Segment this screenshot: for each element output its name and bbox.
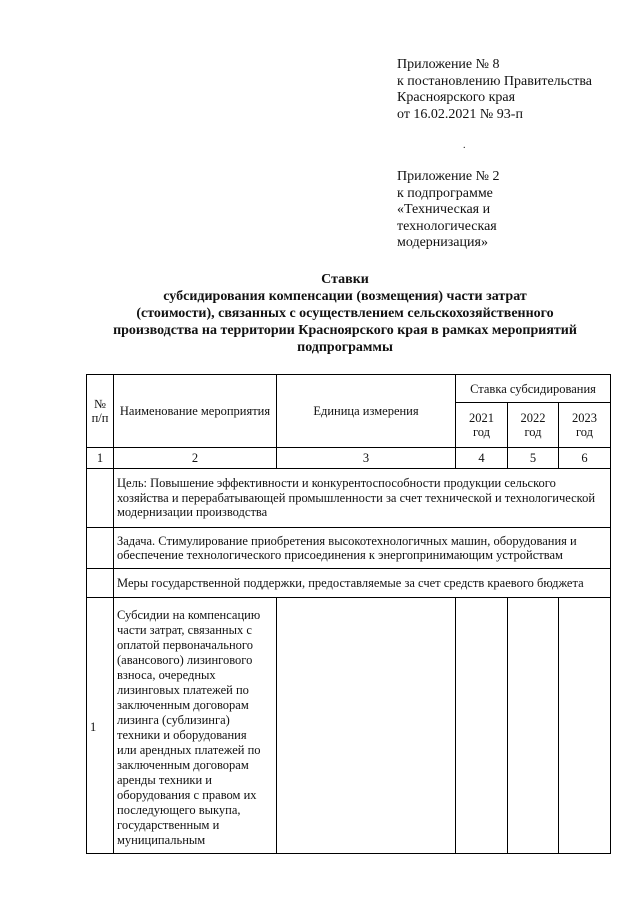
appendix-8-line: к постановлению Правительства	[397, 73, 593, 89]
item-unit-cell	[277, 598, 456, 854]
item-name	[114, 598, 277, 854]
title-line: подпрограммы	[297, 340, 393, 355]
item-num: 1	[87, 598, 114, 854]
task-text: Задача. Стимулирование приобретения высокотехнологичных машин, оборудования и обеспечение технологического присоединения к энергопринимающим устройствам	[114, 528, 611, 569]
title-line: субсидирования компенсации (возмещения) части затрат	[163, 289, 527, 304]
item-name-line: последующего выкупа,	[117, 802, 241, 817]
header-name: Наименование мероприятия	[114, 375, 277, 448]
document-title	[90, 271, 600, 356]
task-row	[87, 528, 611, 569]
item-name-line: лизинга (сублизинга)	[117, 712, 230, 727]
col-number: 3	[277, 448, 456, 469]
item-name-line: техники и оборудования	[117, 727, 247, 742]
item-rate-2023-cell	[559, 598, 611, 854]
appendix-2-line: модернизация»	[397, 235, 488, 250]
item-name-line: заключенным договорам	[117, 757, 249, 772]
appendix-2-line: «Техническая и	[397, 202, 491, 217]
item-name-line: Субсидии на компенсацию	[117, 607, 261, 622]
item-rate-2022-cell	[508, 598, 559, 854]
measures-row	[87, 569, 611, 598]
item-name-line: взноса, очередных	[117, 667, 216, 682]
table-header-row	[87, 375, 611, 403]
item-name-line: (авансового) лизингового	[117, 652, 253, 667]
item-name-line: части затрат, связанных с	[117, 622, 252, 637]
appendix-8-line: Приложение № 8	[397, 57, 500, 72]
item-name-line: государственным и	[117, 817, 220, 832]
appendix-8-line: от 16.02.2021 № 93-п	[397, 106, 523, 122]
item-name-line: лизинговых платежей по	[117, 682, 249, 697]
header-unit: Единица измерения	[277, 375, 456, 448]
appendix-2-block	[397, 169, 633, 252]
item-name-line: оплатой первоначального	[117, 637, 253, 652]
header-year-2023: 2023 год	[559, 403, 611, 448]
measures-text: Меры государственной поддержки, предоставляемые за счет средств краевого бюджета	[114, 569, 611, 598]
header-rate: Ставка субсидирования	[456, 375, 611, 403]
item-name-line: аренды техники и	[117, 772, 212, 787]
item-name-line: заключенным договорам	[117, 697, 249, 712]
appendix-8-line: Красноярского края	[397, 90, 516, 105]
item-name-line: или арендных платежей по	[117, 742, 261, 757]
header-num: № п/п	[87, 375, 114, 448]
title-line: производства на территории Красноярского края в рамках мероприятий	[113, 323, 577, 338]
col-number: 2	[114, 448, 277, 469]
table-row	[87, 598, 611, 854]
col-number: 5	[508, 448, 559, 469]
appendix-8-block	[397, 57, 633, 123]
col-number: 4	[456, 448, 508, 469]
column-numbers-row	[87, 448, 611, 469]
goal-text: Цель: Повышение эффективности и конкурентоспособности продукции сельского хозяйства и перерабатывающей промышленности за счет технической и технологической модернизации производства	[114, 469, 611, 528]
goal-row	[87, 469, 611, 528]
header-year-2021: 2021 год	[456, 403, 508, 448]
rates-table	[86, 374, 611, 854]
title-line: Ставки	[321, 272, 369, 287]
item-name-line: муниципальным	[117, 832, 206, 847]
appendix-2-line: технологическая	[397, 218, 497, 234]
title-line: (стоимости), связанных с осуществлением сельскохозяйственного	[136, 306, 554, 321]
item-name-line: оборудования с правом их	[117, 787, 257, 802]
header-year-2022: 2022 год	[508, 403, 559, 448]
col-number: 6	[559, 448, 611, 469]
appendix-2-line: к подпрограмме	[397, 185, 493, 201]
item-rate-2021-cell	[456, 598, 508, 854]
scan-dot: .	[463, 140, 466, 151]
appendix-2-line: Приложение № 2	[397, 169, 500, 184]
col-number: 1	[87, 448, 114, 469]
